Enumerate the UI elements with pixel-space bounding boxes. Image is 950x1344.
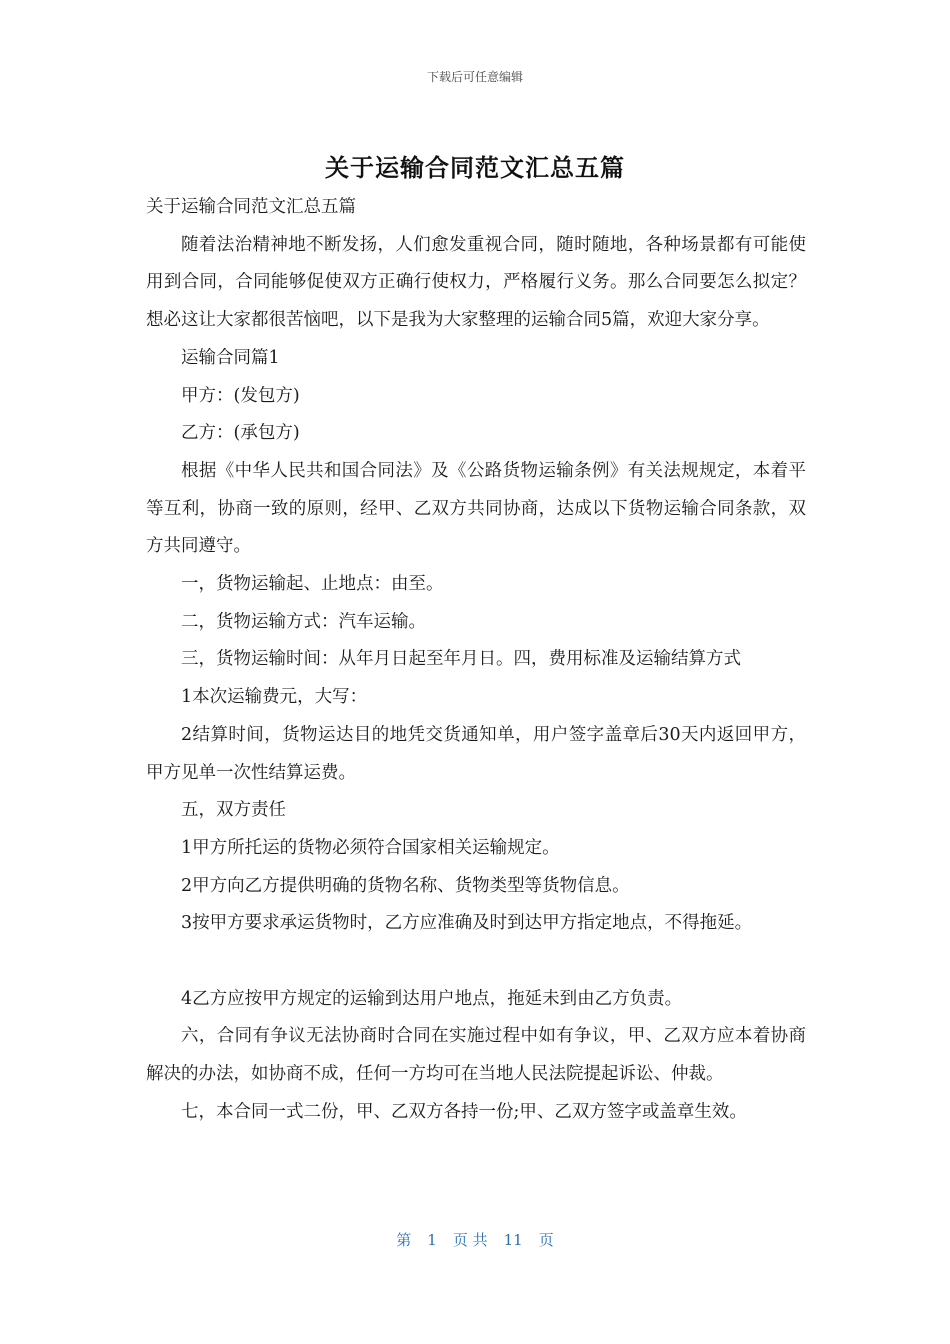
clause-5-item-3: 3按甲方要求承运货物时，乙方应准确及时到达甲方指定地点，不得拖延。 [181, 913, 753, 934]
clause-6: 六，合同有争议无法协商时合同在实施过程中如有争议，甲、乙双方应本着协商解决的办法，如协商不成，任何一方均可在当地人民法院提起诉讼、仲裁。 [146, 1026, 806, 1085]
clause-5-item-4: 4乙方应按甲方规定的运输到达用户地点，拖延未到由乙方负责。 [181, 988, 683, 1009]
section-heading-contract-1: 运输合同篇1 [181, 347, 280, 368]
footer-prefix: 第 [396, 1231, 412, 1249]
clause-3: 三，货物运输时间：从年月日起至年月日。四，费用标准及运输结算方式 [181, 649, 741, 670]
party-b-line: 乙方：(承包方) [181, 423, 300, 444]
page-footer [0, 1229, 950, 1250]
clause-5-item-1: 1甲方所托运的货物必须符合国家相关运输规定。 [181, 837, 560, 858]
clause-2: 二，货物运输方式：汽车运输。 [181, 611, 426, 632]
clause-5-heading: 五，双方责任 [181, 800, 286, 821]
footer-suffix: 页 [538, 1231, 554, 1249]
footer-page-number: 1 [427, 1231, 437, 1249]
blank-line [146, 943, 806, 981]
footer-total-pages: 11 [503, 1231, 523, 1249]
clause-4-item-1: 1本次运输费元，大写： [181, 687, 368, 708]
clause-1: 一，货物运输起、止地点：由至。 [181, 574, 444, 595]
clause-5-item-2: 2甲方向乙方提供明确的货物名称、货物类型等货物信息。 [181, 875, 630, 896]
party-a-line: 甲方：(发包方) [181, 385, 300, 406]
clause-4-item-2: 2结算时间，货物运达目的地凭交货通知单，用户签字盖章后30天内返回甲方，甲方见单一次性结算运费。 [146, 724, 806, 783]
header-note: 下载后可任意编辑 [426, 70, 523, 84]
paragraph-legal-basis: 根据《中华人民共和国合同法》及《公路货物运输条例》有关法规规定，本着平等互利，协商一致的原则，经甲、乙双方共同协商，达成以下货物运输合同条款，双方共同遵守。 [146, 460, 806, 557]
clause-7: 七，本合同一式二份，甲、乙双方各持一份;甲、乙双方签字或盖章生效。 [181, 1101, 747, 1122]
footer-mid: 页 共 [452, 1231, 488, 1249]
paragraph-intro: 随着法治精神地不断发扬，人们愈发重视合同，随时随地，各种场景都有可能使用到合同，合同能够促使双方正确行使权力，严格履行义务。那么合同要怎么拟定？想必这让大家都很苦恼吧，以下是我为大家整理的运输合同5篇，欢迎大家分享。 [146, 234, 806, 331]
document-body [146, 189, 806, 1132]
document-subtitle: 关于运输合同范文汇总五篇 [146, 197, 356, 217]
document-title: 关于运输合同范文汇总五篇 [325, 154, 625, 182]
